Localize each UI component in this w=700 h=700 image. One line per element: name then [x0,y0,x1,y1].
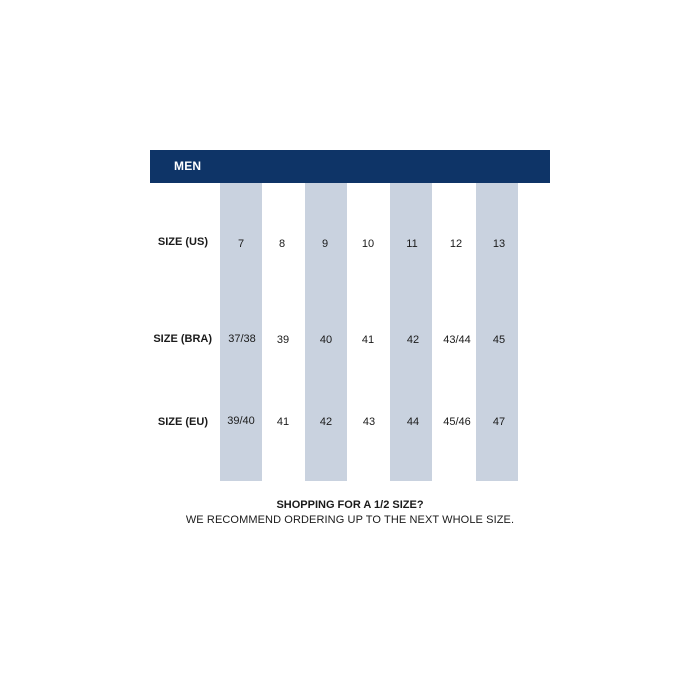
cell-us-1: 8 [278,238,286,250]
cell-eu-4: 44 [406,416,420,428]
cell-eu-3: 43 [362,416,376,428]
column-stripe [476,183,518,481]
cell-eu-0: 39/40 [227,415,255,427]
row-label-bra: SIZE (BRA) [153,333,212,345]
cell-bra-0: 37/38 [228,333,256,345]
column-stripe [220,183,262,481]
cell-bra-5: 43/44 [443,334,471,346]
cell-us-3: 10 [361,238,375,250]
cell-eu-2: 42 [319,416,333,428]
cell-bra-4: 42 [406,334,420,346]
cell-eu-6: 47 [492,416,506,428]
cell-us-5: 12 [449,238,463,250]
header-bar [150,150,550,183]
half-size-note-text: WE RECOMMEND ORDERING UP TO THE NEXT WHOLE SIZE. [185,514,515,526]
cell-bra-6: 45 [492,334,506,346]
cell-us-0: 7 [237,238,245,250]
row-label-eu: SIZE (EU) [157,416,208,428]
cell-us-2: 9 [321,238,329,250]
half-size-note-title: SHOPPING FOR A 1/2 SIZE? [276,499,424,511]
cell-eu-1: 41 [276,416,290,428]
cell-us-4: 11 [406,238,418,250]
column-stripe [305,183,347,481]
row-label-us: SIZE (US) [157,236,208,248]
cell-bra-3: 41 [361,334,375,346]
cell-bra-2: 40 [319,334,333,346]
column-stripe [390,183,432,481]
cell-eu-5: 45/46 [443,416,471,428]
header-title: MEN [174,159,202,173]
cell-us-6: 13 [492,238,506,250]
cell-bra-1: 39 [276,334,290,346]
